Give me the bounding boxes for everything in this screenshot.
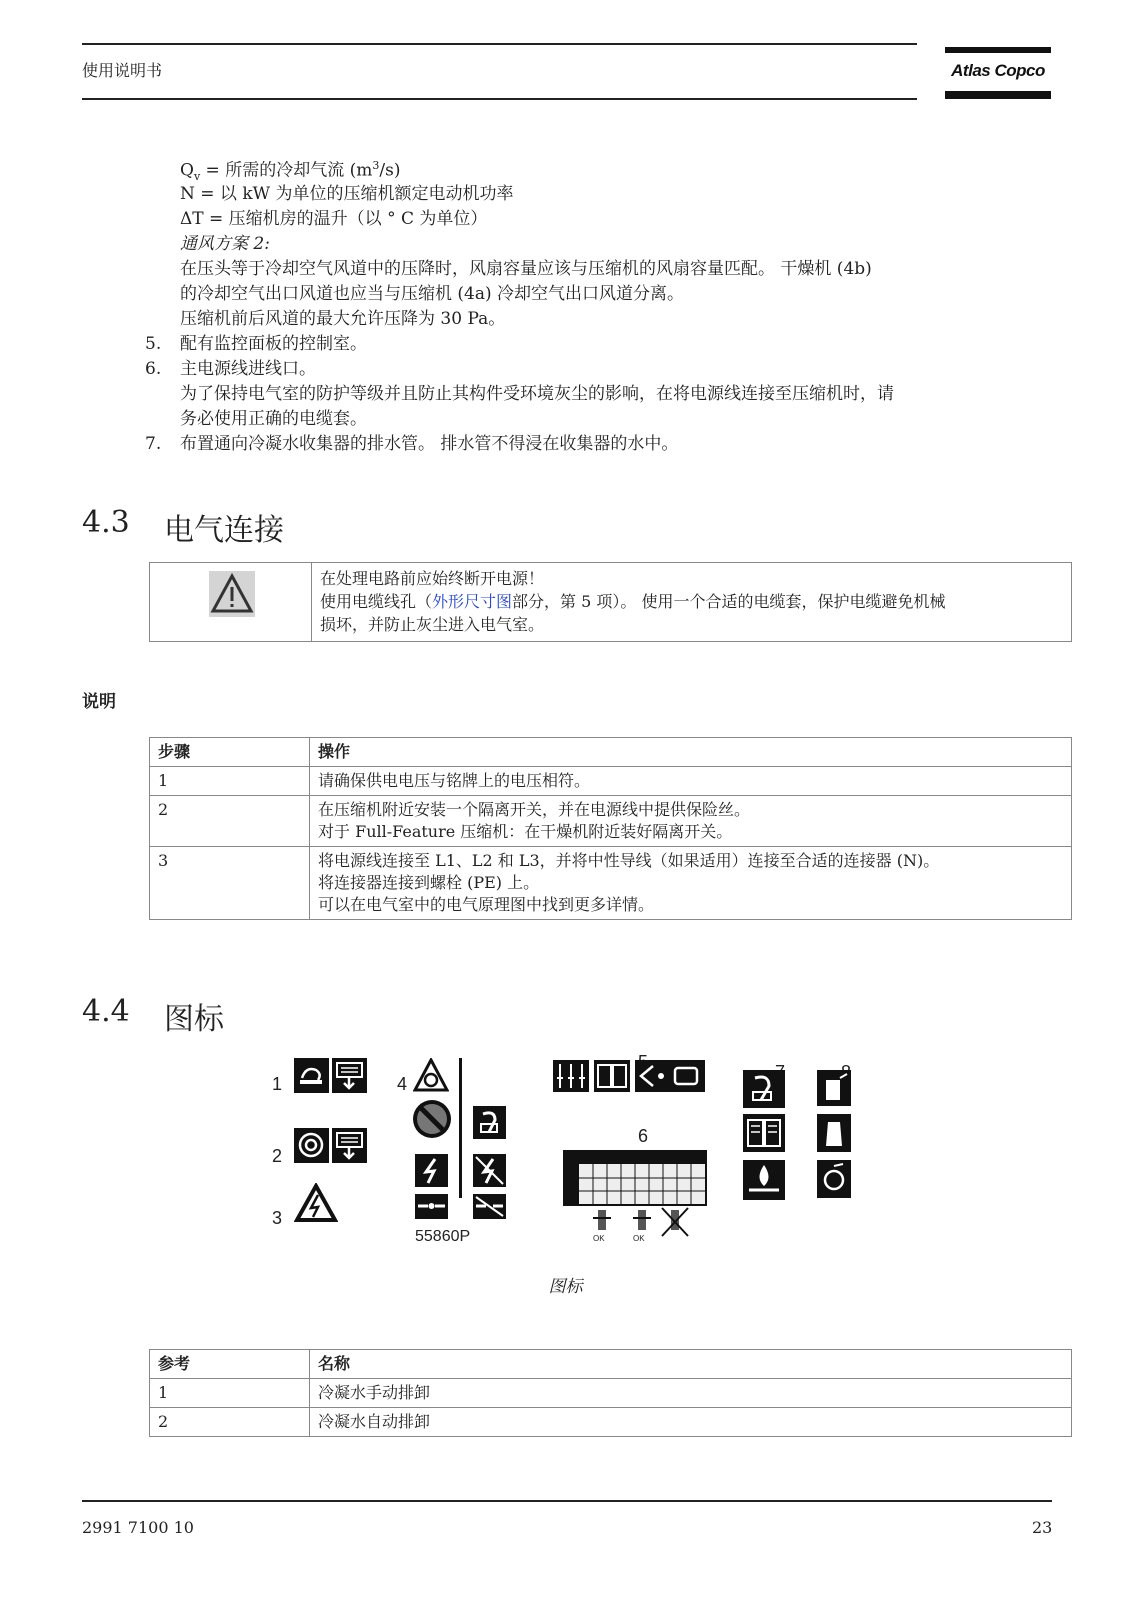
- section-4-3-title: 电气连接: [164, 513, 284, 548]
- service-icon: [743, 1070, 785, 1108]
- reference-name: 冷凝水自动排卸: [310, 1408, 1072, 1437]
- scheme-para-2: 的冷却空气出口风道也应当与压缩机 (4a) 冷却空气出口风道分离。: [180, 284, 685, 304]
- no-maintenance-icon: [411, 1098, 453, 1140]
- step-action: 请确保供电电压与铭牌上的电压相符。: [310, 767, 1072, 796]
- table-row: [150, 796, 1072, 847]
- qv-line: $Q_v$ = 所需的冷却气流 $(m^3/s)$: [180, 159, 401, 184]
- step-action: 在压缩机附近安装一个隔离开关，并在电源线中提供保险丝。 对于 Full-Feature 压缩机：在干燥机附近装好隔离开关。: [310, 796, 1072, 847]
- table-row: [150, 1379, 1072, 1408]
- rotating-parts-warning-icon: [413, 1058, 449, 1094]
- warning-line-3: 损坏，并防止灰尘进入电气室。: [320, 615, 545, 634]
- automatic-drain-icon: [294, 1128, 329, 1163]
- scheme-para-1: 在压头等于冷却空气风道中的压降时，风扇容量应该与压缩机的风扇容量匹配。 干燥机 (4b): [180, 259, 872, 279]
- step-action: 将电源线连接至 L1、L2 和 L3，并将中性导线（如果适用）连接至合适的连接器 (N)。 将连接器连接到螺栓 (PE) 上。 可以在电气室中的电气原理图中找到更多详情。: [310, 847, 1072, 920]
- column-header-name: 名称: [310, 1350, 1072, 1379]
- grease-icon: [817, 1160, 851, 1198]
- table-row: [150, 1408, 1072, 1437]
- table-row: [150, 847, 1072, 920]
- item-5-text: 配有监控面板的控制室。: [180, 334, 367, 354]
- atlas-copco-logo: [945, 47, 1051, 99]
- electrical-hazard-icon: [294, 1183, 338, 1223]
- maintenance-icon: [473, 1106, 506, 1139]
- section-4-4-number: 4.4: [82, 994, 130, 1029]
- column-header-action: 操作: [310, 738, 1072, 767]
- reference-table: [149, 1349, 1072, 1437]
- item-6-detail-1: 为了保持电气室的防护等级并且防止其构件受环境灰尘的影响，在将电源线连接至压缩机时，请: [180, 384, 894, 404]
- warning-text: [320, 567, 945, 636]
- manual-book-icon: [594, 1060, 630, 1092]
- warning-box: [149, 562, 1072, 642]
- condensate-drain-icon: [332, 1058, 367, 1093]
- pictogram-figure: [265, 1058, 875, 1258]
- figure-label-6: 6: [638, 1126, 649, 1146]
- lubricant-bottle-icon: [817, 1114, 851, 1152]
- section-4-4-heading: [82, 994, 482, 1037]
- condensate-drain-icon: [332, 1128, 367, 1163]
- dimension-drawing-link[interactable]: 外形尺寸图: [432, 592, 513, 611]
- item-6-text: 主电源线进线口。: [180, 359, 316, 379]
- description-heading: 说明: [82, 692, 116, 712]
- reference-table-header: [150, 1350, 1072, 1379]
- item-7-number: 7.: [145, 434, 162, 454]
- section-4-3-number: 4.3: [82, 505, 130, 540]
- step-number: 3: [150, 847, 310, 920]
- figure-separator: [459, 1058, 462, 1198]
- brand-name: Atlas Copco: [951, 61, 1045, 80]
- connection-icon: [415, 1194, 448, 1219]
- motor-rotation-icon: [635, 1060, 705, 1092]
- phase-indicator-icon: [553, 1060, 589, 1092]
- ok-label: OK: [593, 1234, 605, 1243]
- item-6-number: 6.: [145, 359, 162, 379]
- reference-number: 2: [150, 1408, 310, 1437]
- figure-label-2: 2: [272, 1146, 283, 1166]
- item-5-number: 5.: [145, 334, 162, 354]
- figure-label-1: 1: [272, 1074, 283, 1094]
- oil-drop-icon: [743, 1160, 785, 1200]
- figure-label-4: 4: [397, 1074, 408, 1094]
- figure-caption: 图标: [548, 1277, 583, 1297]
- step-number: 1: [150, 767, 310, 796]
- lubricant-icon: [817, 1070, 851, 1106]
- footer-doc-number: 2991 7100 10: [82, 1518, 194, 1537]
- read-manual-icon: [743, 1114, 785, 1152]
- header-title: 使用说明书: [82, 61, 163, 80]
- section-4-4-title: 图标: [164, 1002, 224, 1037]
- warning-line-2: 使用电缆线孔（外形尺寸图部分，第 5 项）。 使用一个合适的电缆套，保护电缆避免机械: [320, 592, 946, 611]
- footer-page-number: 23: [1032, 1518, 1053, 1537]
- reference-number: 1: [150, 1379, 310, 1408]
- fuse-wrong-icon: [660, 1206, 690, 1238]
- item-6-detail-2: 务必使用正确的电缆套。: [180, 409, 367, 429]
- column-header-step: 步骤: [150, 738, 310, 767]
- voltage-crossed-icon: [473, 1154, 506, 1187]
- header-bottom-rule: [82, 98, 917, 100]
- ok-label: OK: [633, 1234, 645, 1243]
- warning-triangle-icon: [209, 571, 255, 617]
- scheme-heading: 通风方案 2:: [180, 234, 270, 254]
- delta-t-line: ΔT = 压缩机房的温升（以 ° C 为单位）: [180, 209, 488, 229]
- figure-code: 55860P: [415, 1228, 471, 1245]
- rating-table-icon: [563, 1150, 707, 1206]
- section-4-3-heading: [82, 505, 482, 548]
- steps-table: [149, 737, 1072, 920]
- warning-line-1: 在处理电路前应始终断开电源！: [320, 569, 545, 588]
- item-7-text: 布置通向冷凝水收集器的排水管。 排水管不得浸在收集器的水中。: [180, 434, 679, 454]
- n-line: N = 以 kW 为单位的压缩机额定电动机功率: [180, 184, 514, 204]
- voltage-icon: [415, 1154, 448, 1187]
- header-top-rule: [82, 43, 917, 45]
- scheme-para-3: 压缩机前后风道的最大允许压降为 30 Pa。: [180, 309, 506, 329]
- reference-name: 冷凝水手动排卸: [310, 1379, 1072, 1408]
- connection-crossed-icon: [473, 1194, 506, 1219]
- table-row: [150, 767, 1072, 796]
- footer-rule: [82, 1500, 1052, 1502]
- steps-table-header: [150, 738, 1072, 767]
- figure-label-3: 3: [272, 1208, 283, 1228]
- step-number: 2: [150, 796, 310, 847]
- column-header-reference: 参考: [150, 1350, 310, 1379]
- manual-drain-icon: [294, 1058, 329, 1093]
